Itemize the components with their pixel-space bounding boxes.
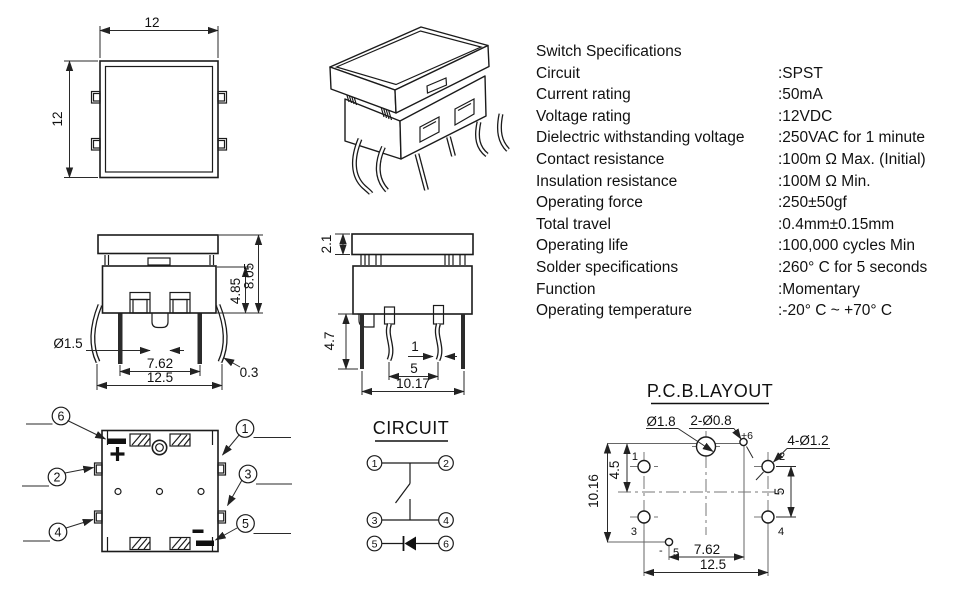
side-pin-width-dim: 1	[411, 339, 419, 354]
pcb-height-dim: 10.16	[586, 474, 601, 508]
circuit-title: CIRCUIT	[372, 418, 450, 438]
side-total-width-dim: 10.17	[396, 376, 430, 391]
pcb-hole-3	[638, 511, 650, 523]
callout-5: 5	[242, 517, 249, 531]
top-height-dim: 12	[50, 111, 65, 127]
pcb-hole-4	[762, 511, 774, 523]
callout-4: 4	[54, 525, 62, 540]
spec-row: Function :Momentary	[536, 280, 860, 298]
pcb-hole-1-label: 1	[631, 451, 638, 463]
pcb-layout-diagram	[586, 381, 830, 576]
top-view-drawing	[50, 15, 227, 178]
spec-row: Operating life :100,000 cycles Min	[536, 237, 915, 255]
side-view-drawing	[319, 234, 473, 395]
circuit-pin-6: 6	[443, 538, 449, 551]
spec-row: Solder specifications :260° C for 5 seconds	[536, 258, 928, 276]
front-pin-thickness-dim: 0.3	[239, 365, 259, 380]
spec-row: Voltage rating :12VDC	[536, 107, 833, 125]
circuit-pin-2: 2	[443, 457, 449, 470]
spec-row: Current rating :50mA	[536, 86, 823, 104]
pcb-hole-4-label: 4	[778, 526, 785, 538]
pcb-top-offset-dim: 4.5	[607, 460, 622, 480]
callout-2: 2	[53, 470, 61, 485]
callout-balloons	[22, 407, 292, 541]
specs-title: Switch Specifications	[536, 43, 682, 60]
spec-row: Insulation resistance :100M Ω Min.	[536, 172, 871, 190]
terminal-pad-5	[196, 541, 214, 547]
minus-mark-icon	[193, 530, 204, 534]
pcb-plus6-label: +6	[741, 430, 753, 442]
circuit-diagram	[367, 418, 453, 551]
pcb-hole-2-label: 2	[779, 451, 786, 463]
front-post-dia-dim: Ø1.5	[53, 336, 83, 351]
switch-contact-blade	[396, 484, 411, 504]
spec-row: Contact resistance :100m Ω Max. (Initial)	[536, 150, 926, 168]
pcb-hole-3-label: 3	[630, 526, 637, 538]
pcb-hole-5	[665, 538, 672, 545]
pcb-right-pitch-dim: 5	[772, 487, 787, 496]
pcb-center-hole-dia: Ø1.8	[646, 414, 676, 429]
spec-row: Operating temperature :-20° C ~ +70° C	[536, 302, 893, 320]
perspective-view-drawing	[330, 27, 508, 194]
bottom-view-drawing	[22, 407, 292, 551]
pcb-small-holes-note: 2-Ø0.8	[690, 413, 732, 428]
pcb-minus-mark: -	[659, 545, 663, 557]
side-cap-height-dim: 2.1	[319, 234, 334, 254]
callout-1: 1	[241, 422, 249, 436]
circuit-pin-3: 3	[371, 514, 378, 527]
pcb-hole-2	[762, 461, 774, 473]
center-boss-ring	[152, 440, 166, 454]
side-pin-length-dim: 4.7	[322, 331, 337, 351]
circuit-pin-5: 5	[371, 538, 378, 551]
pcb-title: P.C.B.LAYOUT	[646, 381, 774, 401]
circuit-pin-1: 1	[371, 457, 378, 470]
plus-mark-icon	[111, 447, 125, 461]
pcb-pitch-dim: 7.62	[693, 542, 721, 557]
pcb-pin-holes-note: 4-Ø1.2	[787, 433, 829, 448]
front-pin	[118, 313, 123, 364]
terminal-pad-6	[108, 439, 126, 445]
circuit-pin-4: 4	[443, 514, 449, 527]
switch-specifications	[536, 41, 976, 322]
spec-row: Circuit :SPST	[536, 64, 823, 82]
callout-3: 3	[244, 467, 252, 482]
pcb-hole-1	[638, 461, 650, 473]
side-pin-pitch-dim: 5	[410, 361, 418, 376]
front-total-width-dim: 12.5	[146, 370, 174, 385]
front-total-height-dim: 8.05	[241, 262, 257, 290]
top-width-dim: 12	[144, 15, 160, 30]
spec-row: Dielectric withstanding voltage :250VAC for 1 minute	[536, 129, 926, 147]
specs-title-row	[536, 41, 976, 63]
spec-row: Total travel :0.4mm±0.15mm	[536, 215, 895, 233]
pcb-hole-5-label: 5	[673, 547, 680, 559]
front-body-height-dim: 4.85	[228, 277, 243, 305]
spec-row: Operating force :250±50gf	[536, 194, 847, 212]
front-view-drawing	[53, 235, 263, 390]
led-diode-icon	[404, 536, 417, 551]
front-pin-pitch-dim: 7.62	[146, 356, 174, 371]
pcb-width-dim: 12.5	[699, 557, 727, 572]
callout-6: 6	[57, 409, 65, 424]
